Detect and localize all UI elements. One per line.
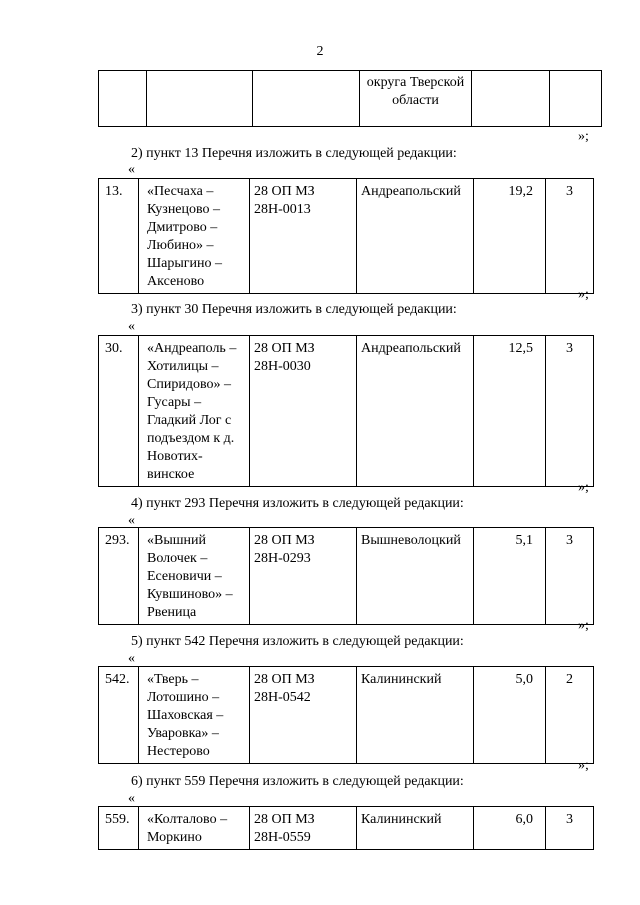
district: Андреапольский	[357, 179, 474, 294]
road-category: 3	[546, 807, 594, 850]
district-cell: округа Тверской области	[360, 71, 472, 127]
road-name: «Песчаха – Кузнецово – Дмитрово – Любино» – Шарыгино – Аксеново	[139, 179, 250, 294]
close-quote: »;	[578, 758, 589, 773]
page-number: 2	[316, 44, 324, 59]
road-category: 3	[546, 336, 594, 487]
open-quote: «	[128, 319, 135, 334]
road-name: «Колталово – Моркино	[139, 807, 250, 850]
open-quote: «	[128, 162, 135, 177]
road-table	[98, 335, 594, 487]
table-cell	[147, 71, 253, 127]
road-table	[98, 527, 594, 625]
road-name: «Вышний Волочек – Есеновичи – Кувшиново» – Рвеница	[139, 528, 250, 625]
road-code: 28 ОП МЗ 28Н-0030	[250, 336, 357, 487]
row-number: 293.	[99, 528, 139, 625]
section-heading: 4) пункт 293 Перечня изложить в следующей редакции:	[131, 496, 464, 511]
close-quote: »;	[578, 480, 589, 495]
continuation-table	[98, 70, 602, 127]
close-quote: »;	[578, 618, 589, 633]
row-number: 30.	[99, 336, 139, 487]
road-length: 5,1	[474, 528, 546, 625]
road-category: 2	[546, 667, 594, 764]
road-category: 3	[546, 179, 594, 294]
district: Калининский	[357, 807, 474, 850]
open-quote: «	[128, 513, 135, 528]
road-code: 28 ОП МЗ 28Н-0293	[250, 528, 357, 625]
row-number: 13.	[99, 179, 139, 294]
road-length: 19,2	[474, 179, 546, 294]
row-number: 559.	[99, 807, 139, 850]
road-name: «Тверь – Лотошино – Шаховская – Уваровка» – Нестерово	[139, 667, 250, 764]
table-cell	[253, 71, 360, 127]
section-heading: 2) пункт 13 Перечня изложить в следующей редакции:	[131, 146, 457, 161]
district: Вышневолоцкий	[357, 528, 474, 625]
section-heading: 6) пункт 559 Перечня изложить в следующей редакции:	[131, 774, 464, 789]
road-table	[98, 666, 594, 764]
district: Калининский	[357, 667, 474, 764]
road-length: 6,0	[474, 807, 546, 850]
open-quote: «	[128, 791, 135, 806]
section-heading: 3) пункт 30 Перечня изложить в следующей редакции:	[131, 302, 457, 317]
road-category: 3	[546, 528, 594, 625]
table-cell	[472, 71, 550, 127]
road-table	[98, 806, 594, 850]
close-quote: »;	[578, 129, 589, 144]
close-quote: »;	[578, 287, 589, 302]
open-quote: «	[128, 651, 135, 666]
road-name: «Андреаполь – Хотилицы – Спиридово» – Гусары – Гладкий Лог с подъездом к д. Новотих-винское	[139, 336, 250, 487]
district: Андреапольский	[357, 336, 474, 487]
road-length: 5,0	[474, 667, 546, 764]
row-number: 542.	[99, 667, 139, 764]
table-cell	[99, 71, 147, 127]
road-code: 28 ОП МЗ 28Н-0542	[250, 667, 357, 764]
road-code: 28 ОП МЗ 28Н-0559	[250, 807, 357, 850]
section-heading: 5) пункт 542 Перечня изложить в следующей редакции:	[131, 634, 464, 649]
road-table	[98, 178, 594, 294]
road-code: 28 ОП МЗ 28Н-0013	[250, 179, 357, 294]
road-length: 12,5	[474, 336, 546, 487]
table-cell	[550, 71, 602, 127]
